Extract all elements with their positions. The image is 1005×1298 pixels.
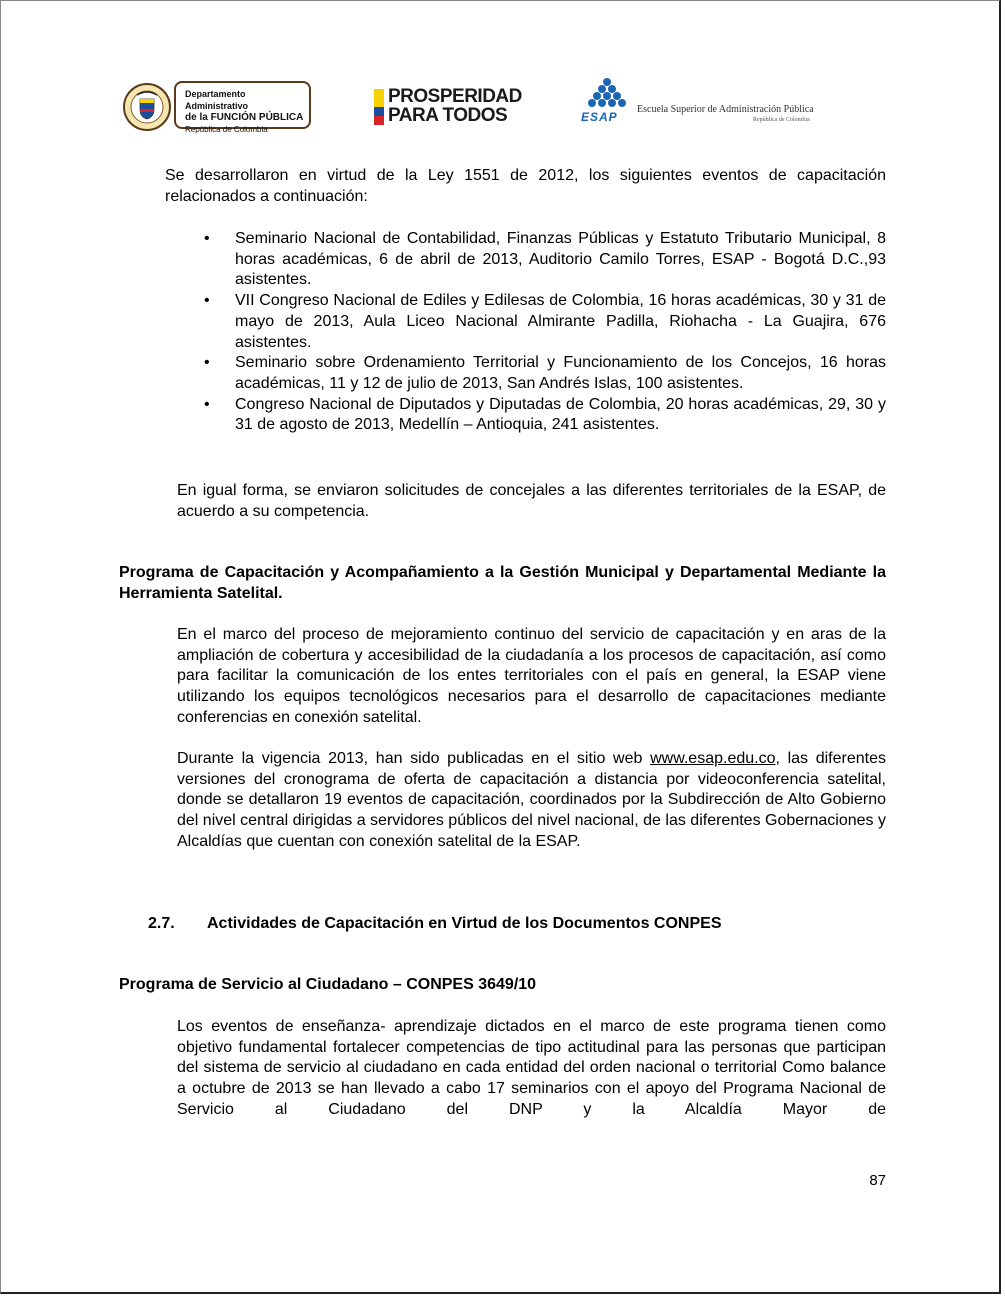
- prosperidad-logo: [374, 87, 530, 127]
- event-text: Seminario Nacional de Contabilidad, Finanzas Públicas y Estatuto Tributario Municipal, 8 horas académicas, 6 de abril de 2013, Auditorio Camilo Torres, ESAP - Bogotá D.C.,93 asistentes.: [235, 230, 886, 289]
- heading-satelital: Programa de Capacitación y Acompañamiento a la Gestión Municipal y Departamental Mediante la Herramienta Satelital.: [119, 564, 886, 602]
- bullet-icon: •: [204, 230, 210, 247]
- prosperidad-text: [388, 87, 522, 125]
- bullet-icon: •: [204, 292, 210, 310]
- esap-full-name: Escuela Superior de Administración Pública: [637, 104, 814, 115]
- vigencia-paragraph: [177, 749, 886, 853]
- bullet-icon: •: [204, 395, 210, 413]
- prosperidad-line-2: PARA TODOS: [388, 105, 508, 126]
- section-title: Actividades de Capacitación en Virtud de los Documentos CONPES: [207, 915, 722, 932]
- colombia-flag-stripe-icon: [374, 89, 384, 125]
- prosperidad-line-1: PROSPERIDAD: [388, 86, 522, 107]
- dafp-line-2: de la FUNCIÓN PÚBLICA: [185, 112, 304, 123]
- event-text: Congreso Nacional de Diputados y Diputadas de Colombia, 20 horas académicas, 29, 30 y 31 de agosto de 2013, Medellín – Antioquia, 241 asistentes.: [235, 395, 886, 434]
- esap-word: ESAP: [581, 110, 618, 124]
- esap-logo: [579, 77, 814, 129]
- dafp-line-3: República de Colombia: [185, 125, 268, 134]
- dafp-line-1: Departamento Administrativo: [185, 89, 249, 111]
- event-text: Seminario sobre Ordenamiento Territorial y Funcionamiento de los Concejos, 16 horas académicas, 11 y 12 de julio de 2013, San Andrés Islas, 100 asistentes.: [235, 354, 886, 392]
- section-number: 2.7.: [148, 915, 175, 932]
- list-item: [204, 395, 886, 436]
- list-item: [204, 353, 886, 394]
- conpes-paragraph: Los eventos de enseñanza- aprendizaje dictados en el marco de este programa tienen como objetivo fundamental fortalecer competencias de tipo actitudinal para las personas que participan del sistema de servicio al ciudadano en cada entidad del orden nacional o territorial Como balance a octubre de 2013 se han llevado a cabo 17 seminarios con el apoyo del Programa Nacional de Servicio al Ciudadano del DNP y la Alcaldía Mayor de: [177, 1018, 886, 1118]
- vigencia-text-before: Durante la vigencia 2013, han sido publicadas en el sitio web: [177, 750, 651, 767]
- colombia-coat-of-arms-seal-icon: [123, 83, 171, 131]
- dafp-name-box: [174, 81, 311, 134]
- section-heading: [148, 914, 848, 935]
- intro-paragraph: Se desarrollaron en virtud de la Ley 1551 de 2012, los siguientes eventos de capacitación relacionados a continuación:: [165, 167, 886, 205]
- requests-paragraph: En igual forma, se enviaron solicitudes de concejales a las diferentes territoriales de la ESAP, de acuerdo a su competencia.: [177, 482, 886, 520]
- bullet-icon: •: [204, 354, 210, 372]
- page-number: 87: [869, 1172, 886, 1189]
- dafp-logo: [121, 81, 313, 133]
- satelital-paragraph: En el marco del proceso de mejoramiento continuo del servicio de capacitación y en aras de la ampliación de cobertura y accesibilidad de la ciudadanía a los procesos de capacitación, así como para facilitar la comunicación de los entes territoriales con el país en general, la ESAP viene utilizando los equipos tecnológicos necesarios para el desarrollo de capacitaciones mediante conferencias en conexión satelital.: [177, 626, 886, 726]
- heading-conpes: Programa de Servicio al Ciudadano – CONPES 3649/10: [119, 976, 537, 993]
- esap-website-link[interactable]: www.esap.edu.co: [650, 750, 776, 767]
- events-list: [204, 229, 886, 436]
- list-item: [204, 291, 886, 353]
- list-item: [204, 229, 886, 291]
- esap-subtitle: República de Colombia: [753, 117, 810, 123]
- vigencia-text-after: , las diferentes versiones del cronograma de oferta de capacitación a distancia por videoconferencia satelital, donde se detallaron 19 eventos de capacitación, coordinados por la Subdirección de Alto Gobierno del nivel central dirigidas a servidores públicos del nivel nacional, de las diferentes Gobernaciones y Alcaldías que cuentan con conexión satelital de la ESAP.: [177, 750, 886, 850]
- event-text: VII Congreso Nacional de Ediles y Edilesas de Colombia, 16 horas académicas, 30 y 31 de mayo de 2013, Aula Liceo Nacional Almirante Padilla, Riohacha - La Guajira, 676 asistentes.: [235, 292, 886, 351]
